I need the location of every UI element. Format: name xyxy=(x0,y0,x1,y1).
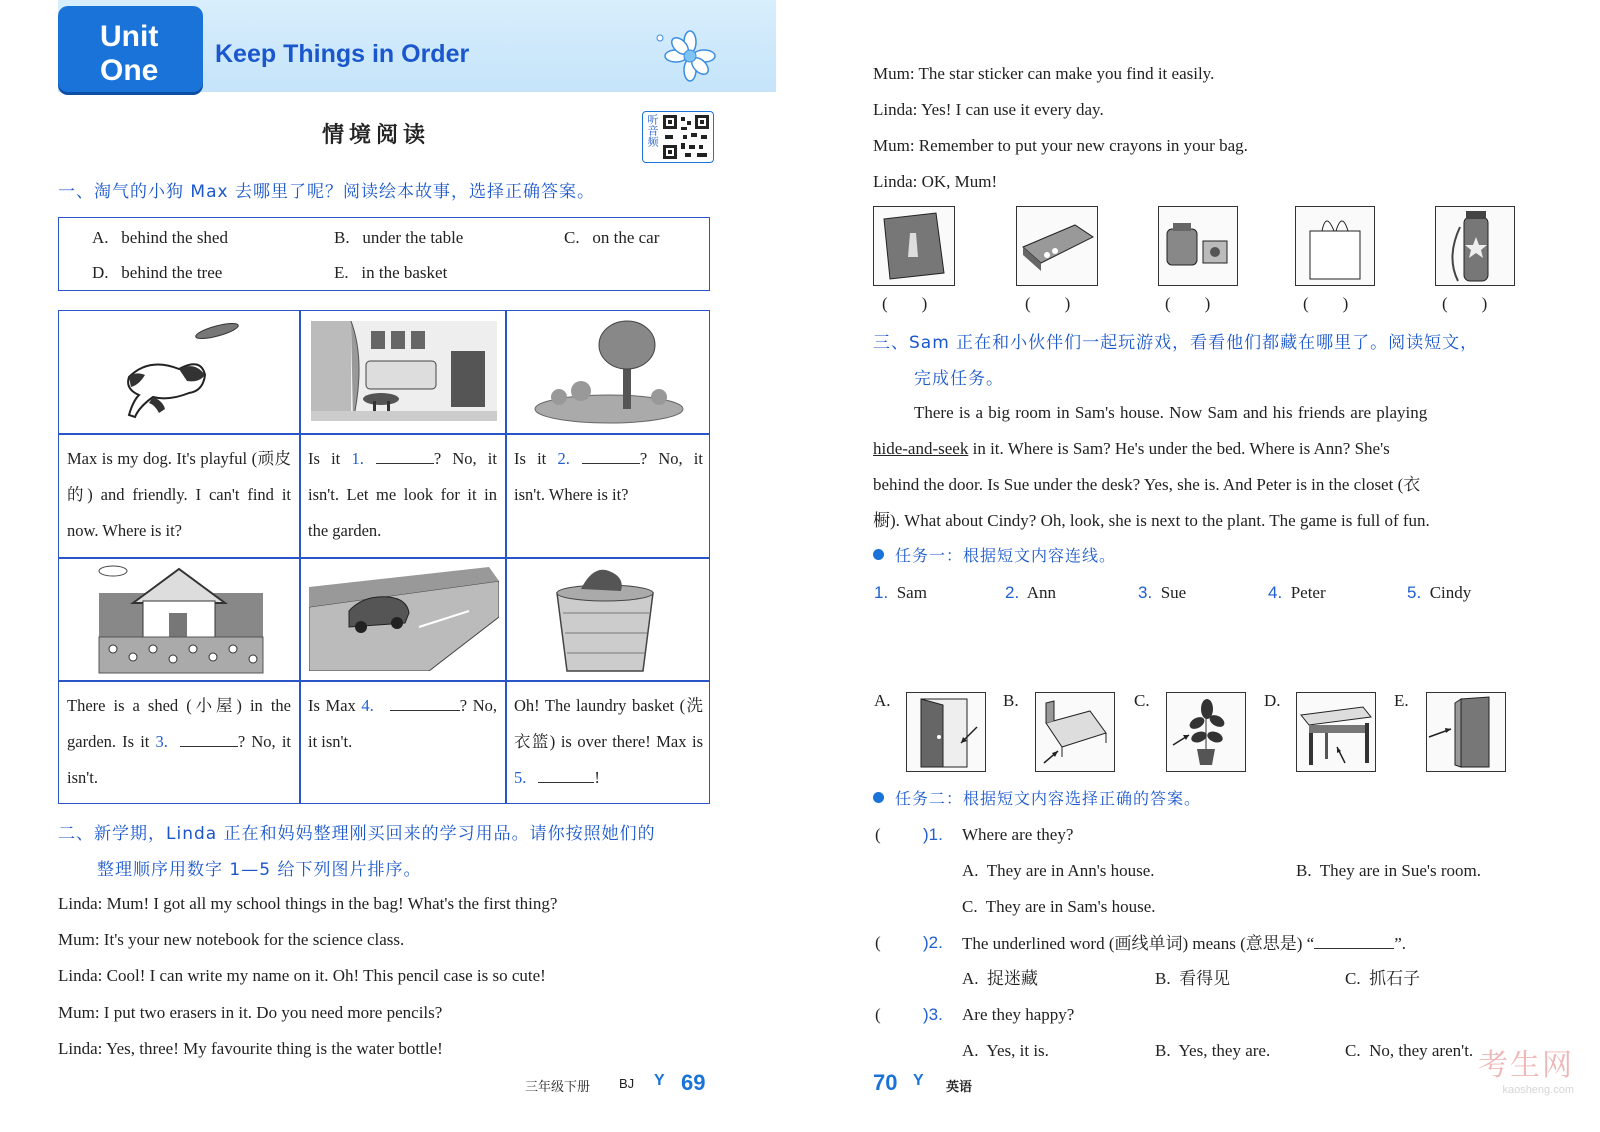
tote-bag-icon xyxy=(1296,207,1374,285)
dialogue-line: Linda: Mum! I got all my school things in the bag! What's the first thing? xyxy=(58,894,558,913)
door-icon xyxy=(907,693,985,771)
task1-heading: 任务一：根据短文内容连线。 xyxy=(895,546,1117,565)
story-text-1: Max is my dog. It's playful (顽皮的) and friendly. I can't find it now. Where is it? xyxy=(67,449,291,540)
order-blank-3[interactable]: ( ) xyxy=(1165,294,1211,313)
watermark-logo xyxy=(1478,1040,1574,1096)
answer-paren-1[interactable]: ( xyxy=(875,825,881,844)
q1-option-a[interactable]: A. They are in Ann's house. xyxy=(962,861,1155,880)
part3-heading-line2: 完成任务。 xyxy=(914,369,1004,389)
task2-heading: 任务二：根据短文内容选择正确的答案。 xyxy=(895,789,1202,808)
answer-blank-5[interactable] xyxy=(538,766,594,783)
blank-number-4: 4. xyxy=(361,696,374,715)
unit-label: Unit xyxy=(100,20,159,53)
dialogue-line: Mum: Remember to put your new crayons in your bag. xyxy=(873,136,1248,155)
closet-picture[interactable] xyxy=(1426,692,1506,772)
page-number-left: 69 xyxy=(681,1070,706,1095)
q3-option-b[interactable]: B. Yes, they are. xyxy=(1155,1041,1271,1060)
part3-heading-line1: 三、Sam 正在和小伙伴们一起玩游戏，看看他们都藏在哪里了。阅读短文， xyxy=(873,333,1479,353)
bed-picture[interactable] xyxy=(1035,692,1115,772)
dialogue-line: Mum: It's your new notebook for the science class. xyxy=(58,930,405,949)
match-name-sam[interactable]: 1. Sam xyxy=(874,583,927,602)
answer-blank-underlined[interactable] xyxy=(1314,932,1394,949)
q3-option-c[interactable]: C. No, they aren't. xyxy=(1345,1041,1474,1060)
grid-line xyxy=(59,680,709,682)
section-title: 情境阅读 xyxy=(322,122,431,147)
pic-letter-a: A. xyxy=(874,691,891,710)
tote-bag-picture xyxy=(1295,206,1375,286)
dialogue-line: Mum: The star sticker can make you find it easily. xyxy=(873,64,1215,83)
story-text-3: Is it 2. ? No, it isn't. Where is it? xyxy=(514,449,703,504)
underlined-word: hide-and-seek xyxy=(873,439,969,458)
q2-option-b[interactable]: B. 看得见 xyxy=(1155,969,1231,988)
match-name-cindy[interactable]: 5. Cindy xyxy=(1407,583,1472,602)
footer-grade: 三年级下册 xyxy=(525,1079,591,1094)
blank-number-1: 1. xyxy=(351,449,364,468)
match-name-ann[interactable]: 2. Ann xyxy=(1005,583,1057,602)
watermark-url: kaosheng.com xyxy=(1502,1084,1574,1096)
footer-subject: 英语 xyxy=(946,1079,973,1094)
answer-paren-2[interactable]: ( xyxy=(875,933,881,952)
tree-image xyxy=(529,319,689,427)
order-blank-1[interactable]: ( ) xyxy=(882,294,928,313)
footer-logo-icon: Y xyxy=(913,1072,924,1089)
story-text-2: Is it 1. ? No, it isn't. Let me look for it in the garden. xyxy=(308,449,497,540)
answer-blank-1[interactable] xyxy=(376,447,434,464)
order-blank-5[interactable]: ( ) xyxy=(1442,294,1488,313)
door-picture[interactable] xyxy=(906,692,986,772)
pic-letter-b: B. xyxy=(1003,691,1019,710)
plant-picture[interactable] xyxy=(1166,692,1246,772)
bullet-icon xyxy=(873,549,884,560)
blank-number-3: 3. xyxy=(155,732,168,751)
qr-label: 听音频 xyxy=(646,114,658,147)
pic-letter-e: E. xyxy=(1394,691,1409,710)
footer-logo-icon: Y xyxy=(654,1072,665,1089)
question-2: ( )2. The underlined word (画线单词) means (意思是) “ ”. xyxy=(875,933,1406,953)
unit-badge xyxy=(58,6,203,92)
match-name-peter[interactable]: 4. Peter xyxy=(1268,583,1326,602)
desk-icon xyxy=(1297,693,1375,771)
plant-icon xyxy=(1167,693,1245,771)
blank-number-2: 2. xyxy=(557,449,570,468)
qr-icon xyxy=(663,115,709,159)
living-room-image xyxy=(311,321,497,421)
qr-code[interactable] xyxy=(642,111,714,163)
part2-heading-line2: 整理顺序用数字 1—5 给下列图片排序。 xyxy=(97,860,422,880)
watermark-text: 考生网 xyxy=(1478,1049,1574,1082)
passage-line: There is a big room in Sam's house. Now Sam and his friends are playing xyxy=(914,403,1428,422)
story-grid xyxy=(58,310,710,804)
car-road-image xyxy=(309,567,499,671)
option-b: B. under the table xyxy=(334,228,464,247)
answer-paren-3[interactable]: ( xyxy=(875,1005,881,1024)
house-garden-image xyxy=(93,563,269,675)
story-text-6: Oh! The laundry basket (洗衣篮) is over there! Max is 5. ! xyxy=(514,696,703,787)
option-box xyxy=(58,217,710,291)
answer-blank-4[interactable] xyxy=(390,694,460,711)
q2-option-c[interactable]: C. 抓石子 xyxy=(1345,969,1421,988)
q2-option-a[interactable]: A. 捉迷藏 xyxy=(962,969,1039,988)
bullet-icon xyxy=(873,792,884,803)
match-name-sue[interactable]: 3. Sue xyxy=(1138,583,1187,602)
pic-letter-d: D. xyxy=(1264,691,1281,710)
notebook-icon xyxy=(874,207,954,285)
water-bottle-picture xyxy=(1435,206,1515,286)
blank-number-5: 5. xyxy=(514,768,527,787)
closet-icon xyxy=(1427,693,1505,771)
passage-line: 橱). What about Cindy? Oh, look, she is next to the plant. The game is full of fun. xyxy=(873,511,1430,530)
desk-picture[interactable] xyxy=(1296,692,1376,772)
story-text-5: Is Max 4. ? No, it isn't. xyxy=(308,696,497,751)
dialogue-line: Linda: Yes! I can use it every day. xyxy=(873,100,1104,119)
dog-jumping-image xyxy=(109,317,259,429)
q3-option-a[interactable]: A. Yes, it is. xyxy=(962,1041,1049,1060)
dialogue-line: Linda: OK, Mum! xyxy=(873,172,998,191)
unit-title: Keep Things in Order xyxy=(215,40,470,68)
bed-icon xyxy=(1036,693,1114,771)
backpack-icon xyxy=(1159,207,1237,285)
grid-line xyxy=(59,433,709,435)
dialogue-line: Linda: Yes, three! My favourite thing is the water bottle! xyxy=(58,1039,443,1058)
part1-heading: 一、淘气的小狗 Max 去哪里了呢？阅读绘本故事，选择正确答案。 xyxy=(58,182,595,202)
passage-line: hide-and-seek in it. Where is Sam? He's under the bed. Where is Ann? She's xyxy=(873,439,1390,458)
answer-blank-3[interactable] xyxy=(180,730,238,747)
option-d: D. behind the tree xyxy=(92,263,223,282)
option-e: E. in the basket xyxy=(334,263,448,282)
footer-version: BJ xyxy=(619,1076,635,1091)
part2-heading-line1: 二、新学期，Linda 正在和妈妈整理刚买回来的学习用品。请你按照她们的 xyxy=(58,824,656,844)
dialogue-line: Mum: I put two erasers in it. Do you need more pencils? xyxy=(58,1003,443,1022)
pencil-case-icon xyxy=(1017,207,1097,285)
notebook-picture xyxy=(873,206,955,286)
order-blank-2[interactable]: ( ) xyxy=(1025,294,1071,313)
answer-blank-2[interactable] xyxy=(582,447,640,464)
laundry-basket-image xyxy=(545,563,665,675)
dialogue-line: Linda: Cool! I can write my name on it. Oh! This pencil case is so cute! xyxy=(58,966,546,985)
option-c: C. on the car xyxy=(564,228,660,247)
option-a: A. behind the shed xyxy=(92,228,228,247)
unit-number: One xyxy=(100,54,159,87)
order-blank-4[interactable]: ( ) xyxy=(1303,294,1349,313)
q1-option-c[interactable]: C. They are in Sam's house. xyxy=(962,897,1156,916)
water-bottle-icon xyxy=(1436,207,1514,285)
grid-line xyxy=(59,557,709,559)
flower-icon xyxy=(650,28,720,88)
question-3: ( )3. Are they happy? xyxy=(875,1005,1075,1024)
pic-letter-c: C. xyxy=(1134,691,1150,710)
pencil-case-picture xyxy=(1016,206,1098,286)
question-1: ( )1. Where are they? xyxy=(875,825,1074,844)
page-number-right: 70 xyxy=(873,1070,898,1095)
story-text-4: There is a shed (小屋) in the garden. Is it 3. ? No, it isn't. xyxy=(67,696,291,787)
q1-option-b[interactable]: B. They are in Sue's room. xyxy=(1296,861,1481,880)
bag-picture xyxy=(1158,206,1238,286)
passage-line: behind the door. Is Sue under the desk? Yes, she is. And Peter is in the closet (衣 xyxy=(873,475,1421,494)
